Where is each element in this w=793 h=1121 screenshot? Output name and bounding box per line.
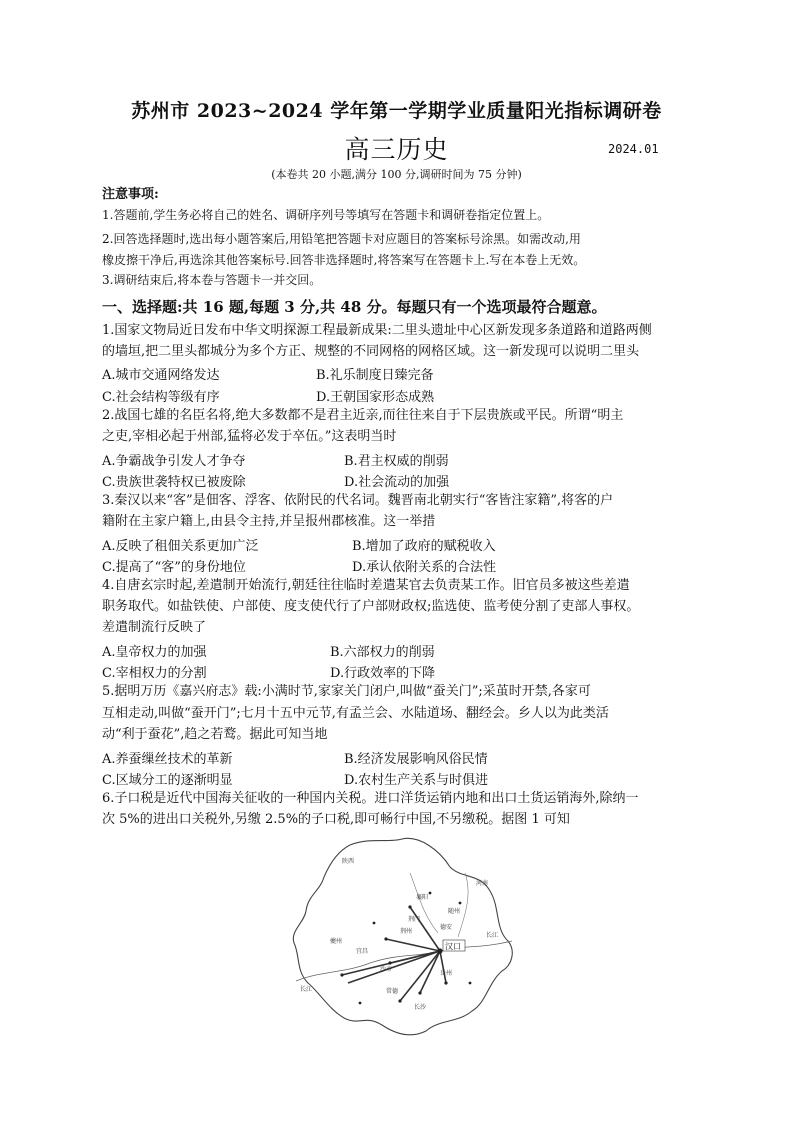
town-dot	[408, 905, 411, 908]
town-dot	[444, 981, 447, 984]
hub-label: 汉口	[445, 942, 461, 951]
question-3-option-b: B.增加了政府的赋税收入	[352, 539, 496, 554]
river	[296, 941, 512, 981]
map-label: 随州	[448, 908, 461, 915]
question-2-stem: 之吏,宰相必起于州部,猛将必发于卒伍。”这表明当时	[102, 429, 397, 444]
question-4-stem: 差遣制流行反映了	[102, 620, 207, 635]
question-1-option-b: B.礼乐制度日臻完备	[316, 368, 434, 383]
question-1-option-c: C.社会结构等级有序	[102, 390, 220, 405]
map-label: 常德	[386, 988, 399, 995]
question-2-stem: 2.战国七雄的名臣名将,绝大多数都不是君主近亲,而往往来自于下层贵族或平民。所谓“明主	[102, 408, 624, 423]
notice-item: 1.答题前,学生务必将自己的姓名、调研序列号等填写在答题卡和调研卷指定位置上。	[102, 208, 550, 222]
map-label: 长沙	[414, 1004, 427, 1011]
town-dot	[359, 1002, 362, 1005]
question-5-stem: 动“利于蚕花”,趋之若鹜。据此可知当地	[102, 727, 328, 742]
question-3-option-c: C.提高了“客”的身份地位	[102, 560, 246, 575]
town-dot	[459, 902, 462, 905]
question-3-stem: 3.秦汉以来“客”是佃客、浮客、依附民的代名词。魏晋南北朝实行“客皆注家籍”,将客的户	[102, 493, 614, 508]
map-label: 荆门	[408, 916, 421, 923]
question-3-stem: 籍附在主家户籍上,由县令主持,并呈报州郡核准。这一举措	[102, 514, 436, 529]
town-dot	[429, 892, 432, 895]
map-label: 陕西	[342, 858, 355, 865]
exam-title: 苏州市 2023~2024 学年第一学期学业质量阳光指标调研卷	[131, 100, 662, 122]
notice-item: 2.回答选择题时,选出每小题答案后,用铅笔把答题卡对应题目的答案标号涂黑。如需改动,用	[102, 232, 581, 246]
question-5-option-a: A.养蚕缫丝技术的革新	[102, 752, 233, 767]
question-1-stem: 的墙垣,把二里头都城分为多个方正、规整的不同网格的网格区域。这一新发现可以说明二里头	[102, 344, 640, 359]
question-4-option-b: B.六部权力的削弱	[330, 645, 435, 660]
notice-heading: 注意事项:	[102, 187, 159, 202]
question-1-stem: 1.国家文物局近日发布中华文明探源工程最新成果:二里头遗址中心区新发现多条道路和道路两侧	[102, 323, 652, 338]
map-label: 沙市	[380, 966, 393, 973]
question-1-option-a: A.城市交通网络发达	[102, 368, 220, 383]
exam-note: (本卷共 20 小题,满分 100 分,调研时间为 75 分钟)	[271, 168, 522, 181]
question-3-option-a: A.反映了租佃关系更加广泛	[102, 539, 259, 554]
question-2-option-a: A.争霸战争引发人才争夺	[102, 454, 246, 469]
question-5-option-b: B.经济发展影响风俗民情	[344, 752, 488, 767]
town-dot	[388, 961, 391, 964]
question-5-option-c: C.区域分工的逐渐明显	[102, 773, 233, 788]
map-label: 宜昌	[356, 948, 369, 955]
trade-route-map	[290, 833, 520, 1043]
question-2-option-d: D.社会流动的加强	[344, 475, 450, 490]
question-6-stem: 6.子口税是近代中国海关征收的一种国内关税。进口洋货运销内地和出口土货运销海外,除纳一	[102, 791, 639, 806]
question-4-option-c: C.宰相权力的分割	[102, 666, 207, 681]
exam-subject: 高三历史	[344, 135, 449, 164]
map-label: 德安	[440, 924, 453, 931]
river	[458, 873, 468, 937]
question-2-option-b: B.君主权威的削弱	[344, 454, 449, 469]
town-dot	[340, 973, 343, 976]
question-4-stem: 4.自唐玄宗时起,差遣制开始流行,朝廷往往临时差遣某官去负责某工作。旧官员多被这些差遣	[102, 578, 630, 593]
route-line	[410, 907, 440, 951]
map-label: 襄阳	[416, 894, 429, 901]
question-5-stem: 互相走动,叫做“蚕开门”;七月十五中元节,有孟兰会、水陆道场、翻经会。乡人以为此类活	[102, 706, 609, 721]
exam-date: 2024.01	[608, 142, 659, 156]
region-outline	[293, 838, 512, 1034]
question-3-option-d: D.承认依附关系的合法性	[352, 560, 497, 575]
section-heading: 一、选择题:共 16 题,每题 3 分,共 48 分。每题只有一个选项最符合题意。	[102, 298, 607, 316]
town-dot	[469, 982, 472, 985]
question-2-option-c: C.贵族世袭特权已被废除	[102, 475, 246, 490]
town-dot	[437, 948, 442, 953]
town-dot	[384, 937, 387, 940]
map-label: 岳州	[440, 970, 453, 977]
route-line	[386, 939, 440, 951]
notice-item: 橡皮擦干净后,再选涂其他答案标号.回答非选择题时,将答案写在答题卡上.写在本卷上无效。	[102, 253, 586, 267]
question-4-option-d: D.行政效率的下降	[330, 666, 436, 681]
question-1-option-d: D.王朝国家形态成熟	[316, 390, 435, 405]
river	[410, 873, 438, 933]
town-dot	[373, 922, 376, 925]
notice-item: 3.调研结束后,将本卷与答题卡一并交回。	[102, 273, 322, 287]
route-line	[440, 951, 446, 983]
question-4-stem: 职务取代。如盐铁使、户部使、度支使代行了户部财政权;监选使、监考使分割了吏部人事权。	[102, 599, 640, 614]
map-label: 长江	[486, 932, 499, 939]
question-4-option-a: A.皇帝权力的加强	[102, 645, 207, 660]
question-5-option-d: D.农村生产关系与时俱进	[344, 773, 489, 788]
question-6-stem: 次 5%的进出口关税外,另缴 2.5%的子口税,即可畅行中国,不另缴税。据图 1 可知	[102, 812, 570, 827]
town-dot	[398, 999, 401, 1002]
question-5-stem: 5.据明万历《嘉兴府志》载:小满时节,家家关门闭户,叫做“蚕关门”;采茧时开禁,各家可	[102, 684, 591, 699]
map-label: 河南	[476, 880, 489, 887]
map-label: 长江	[300, 986, 313, 993]
map-label: 荆州	[400, 928, 413, 935]
map-label: 夔州	[330, 938, 343, 945]
town-dot	[418, 991, 421, 994]
